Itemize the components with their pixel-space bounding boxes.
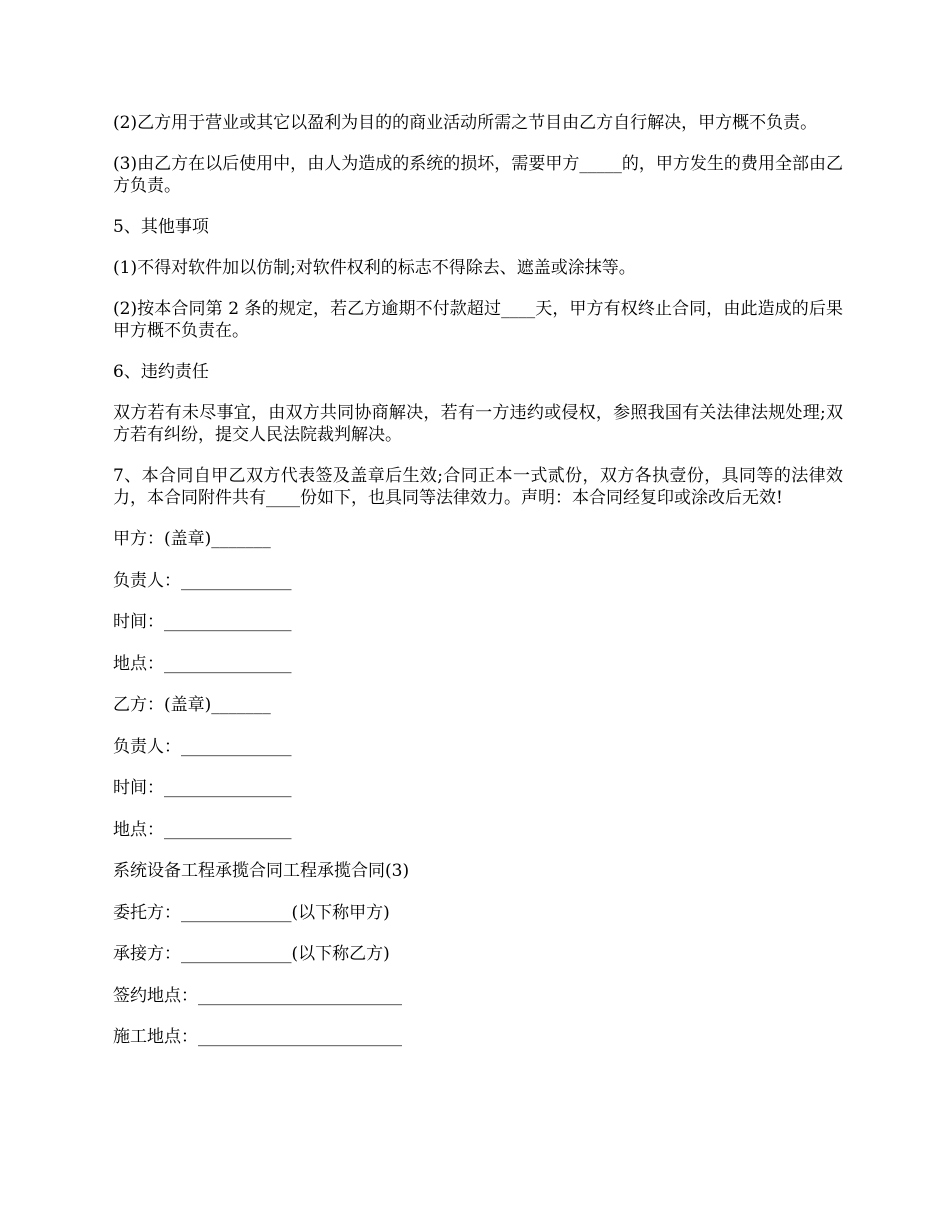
- party-a-representative: 负责人：_____________: [113, 570, 292, 591]
- document-page: [113, 112, 843, 1068]
- clause-5-2: (2)按本合同第 2 条的规定，若乙方逾期不付款超过____天，甲方有权终止合同，由此造成的后果甲方概不负责在。: [113, 299, 843, 341]
- party-a-seal: 甲方：(盖章)_______: [113, 529, 271, 549]
- party-a-place: 地点：_______________: [113, 653, 292, 674]
- clause-6-body: 双方若有未尽事宜，由双方共同协商解决，若有一方违约或侵权，参照我国有关法律法规处理;双方若有纠纷，提交人民法院裁判解决。: [113, 403, 843, 445]
- party-b-seal: 乙方：(盖章)_______: [113, 695, 271, 715]
- signature-block: [113, 528, 843, 841]
- clause-2-2: (2)乙方用于营业或其它以盈利为目的的商业活动所需之节目由乙方自行解决，甲方概不负责。: [113, 113, 818, 133]
- section-6-heading: 6、违约责任: [113, 362, 209, 382]
- clause-7-body: 7、本合同自甲乙双方代表签及盖章后生效;合同正本一式贰份，双方各执壹份，具同等的法律效力，本合同附件共有____份如下，也具同等法律效力。声明：本合同经复印或涂改后无效!: [113, 466, 843, 508]
- party-b-place: 地点：_______________: [113, 819, 292, 840]
- party-b-time: 时间：_______________: [113, 778, 292, 798]
- contractor-field: 承接方：_____________(以下称乙方): [113, 944, 390, 964]
- clause-5-1: (1)不得对软件加以仿制;对软件权利的标志不得除去、遮盖或涂抹等。: [113, 258, 636, 278]
- client-field: 委托方：_____________(以下称甲方): [113, 902, 390, 923]
- next-contract-block: [113, 860, 843, 1048]
- contract-title: 系统设备工程承揽合同工程承揽合同(3): [113, 861, 410, 881]
- party-b-representative: 负责人：_____________: [113, 736, 292, 757]
- clause-2-3: (3)由乙方在以后使用中，由人为造成的系统的损坏，需要甲方_____的，甲方发生的费用全部由乙方负责。: [113, 154, 843, 196]
- signing-place-field: 签约地点：________________________: [113, 985, 402, 1006]
- construction-place-field: 施工地点：________________________: [113, 1027, 402, 1047]
- party-a-time: 时间：_______________: [113, 612, 292, 632]
- section-5-heading: 5、其他事项: [113, 217, 209, 237]
